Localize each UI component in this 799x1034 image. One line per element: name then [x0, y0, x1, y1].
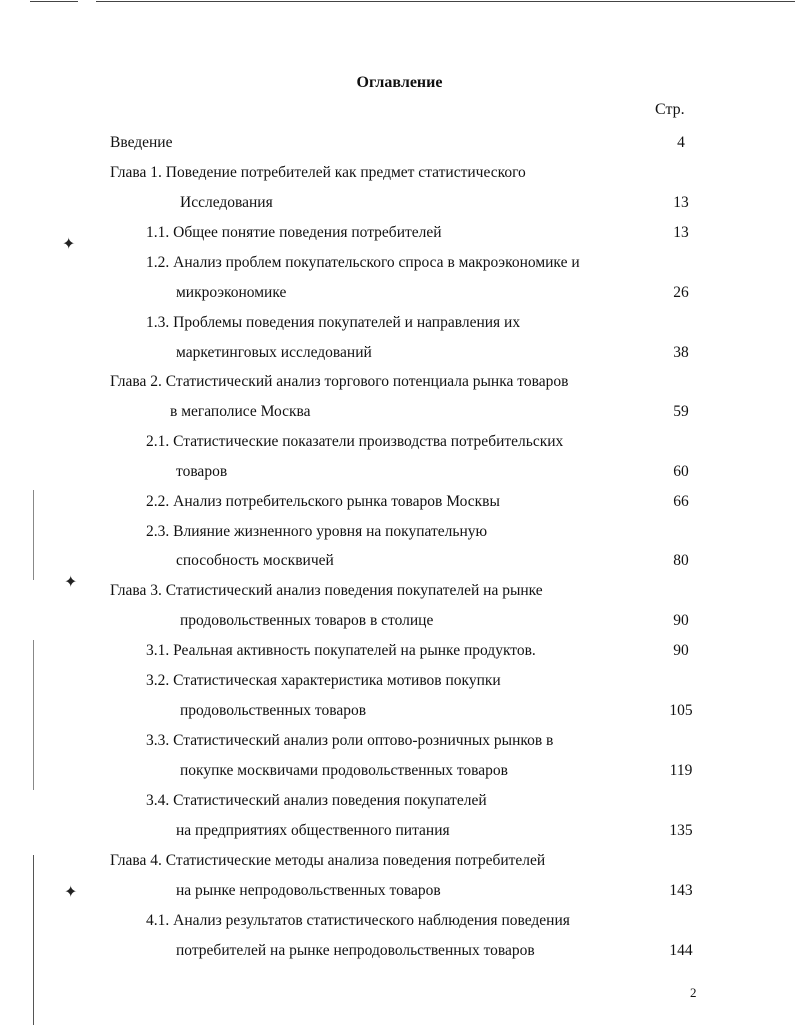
toc-entry-2-3: 2.3. Влияние жизненного уровня на покупательную	[146, 523, 488, 540]
toc-page-4-1: 144	[669, 942, 693, 959]
toc-entry-3-4: 3.4. Статистический анализ поведения покупателей	[146, 792, 487, 809]
toc-entry-3-3: 3.3. Статистический анализ роли оптово-розничных рынков в	[146, 732, 554, 749]
toc-page-1-3: 38	[673, 344, 689, 361]
toc-page-3-3: 119	[669, 762, 693, 779]
binder-hole-mark: ✦	[64, 574, 78, 591]
toc-entry-3-2: 3.2. Статистическая характеристика мотивов покупки	[146, 672, 501, 689]
toc-entry-chapter-4: Глава 4. Статистические методы анализа поведения потребителей	[110, 852, 546, 869]
toc-page-chapter-3: 90	[673, 612, 689, 629]
toc-page-2-1: 60	[673, 463, 689, 480]
toc-entry-chapter-2: Глава 2. Статистический анализ торгового потенциала рынка товаров	[110, 373, 569, 390]
toc-entry-4-1-cont: потребителей на рынке непродовольственных товаров	[176, 942, 535, 959]
scan-margin-line	[33, 855, 34, 1025]
toc-page-1-1: 13	[673, 224, 689, 241]
toc-page-chapter-4: 143	[669, 882, 693, 899]
toc-entry-2-3-cont: способность москвичей	[176, 552, 334, 569]
toc-entry-2-1-cont: товаров	[176, 463, 228, 480]
toc-entry-1-1: 1.1. Общее понятие поведения потребителей	[146, 224, 442, 241]
binder-hole-mark: ✦	[62, 236, 76, 253]
toc-entry-3-3-cont: покупке москвичами продовольственных товаров	[180, 762, 508, 779]
toc-entry-1-3: 1.3. Проблемы поведения покупателей и направления их	[146, 314, 521, 331]
toc-page-3-2: 105	[669, 702, 693, 719]
binder-hole-mark: ✦	[64, 884, 78, 901]
toc-entry-intro: Введение	[110, 134, 173, 151]
toc-entry-1-3-cont: маркетинговых исследований	[176, 344, 372, 361]
toc-entry-chapter-1: Глава 1. Поведение потребителей как предмет статистического	[110, 164, 526, 181]
toc-entry-3-2-cont: продовольственных товаров	[180, 702, 367, 719]
scan-margin-line	[33, 640, 34, 790]
toc-page-chapter-2: 59	[673, 403, 689, 420]
toc-page-3-4: 135	[669, 822, 693, 839]
page-title: Оглавление	[356, 74, 443, 91]
toc-page-2-2: 66	[673, 493, 689, 510]
toc-entry-3-4-cont: на предприятиях общественного питания	[176, 822, 450, 839]
top-scan-rule-right	[96, 1, 795, 2]
toc-entry-1-2: 1.2. Анализ проблем покупательского спроса в макроэкономике и	[146, 254, 580, 271]
toc-entry-chapter-2-cont: в мегаполисе Москва	[170, 403, 311, 420]
toc-page-1-2: 26	[673, 284, 689, 301]
toc-entry-1-2-cont: микроэкономике	[176, 284, 287, 301]
toc-entry-3-1: 3.1. Реальная активность покупателей на рынке продуктов.	[146, 642, 536, 659]
toc-entry-chapter-3-cont: продовольственных товаров в столице	[180, 612, 434, 629]
toc-page-chapter-1: 13	[673, 194, 689, 211]
toc-page-2-3: 80	[673, 552, 689, 569]
toc-entry-chapter-4-cont: на рынке непродовольственных товаров	[176, 882, 441, 899]
scan-margin-line	[33, 490, 34, 580]
page-number: 2	[690, 985, 697, 1000]
toc-entry-chapter-3: Глава 3. Статистический анализ поведения покупателей на рынке	[110, 582, 543, 599]
toc-entry-4-1: 4.1. Анализ результатов статистического наблюдения поведения	[146, 912, 570, 929]
toc-entry-chapter-1-cont: Исследования	[180, 194, 273, 211]
toc-page-3-1: 90	[673, 642, 689, 659]
toc-page-intro: 4	[677, 134, 685, 151]
toc-entry-2-1: 2.1. Статистические показатели производства потребительских	[146, 433, 564, 450]
toc-entry-2-2: 2.2. Анализ потребительского рынка товаров Москвы	[146, 493, 500, 510]
page-column-label: Стр.	[655, 101, 685, 118]
top-scan-rule-left	[30, 1, 78, 2]
